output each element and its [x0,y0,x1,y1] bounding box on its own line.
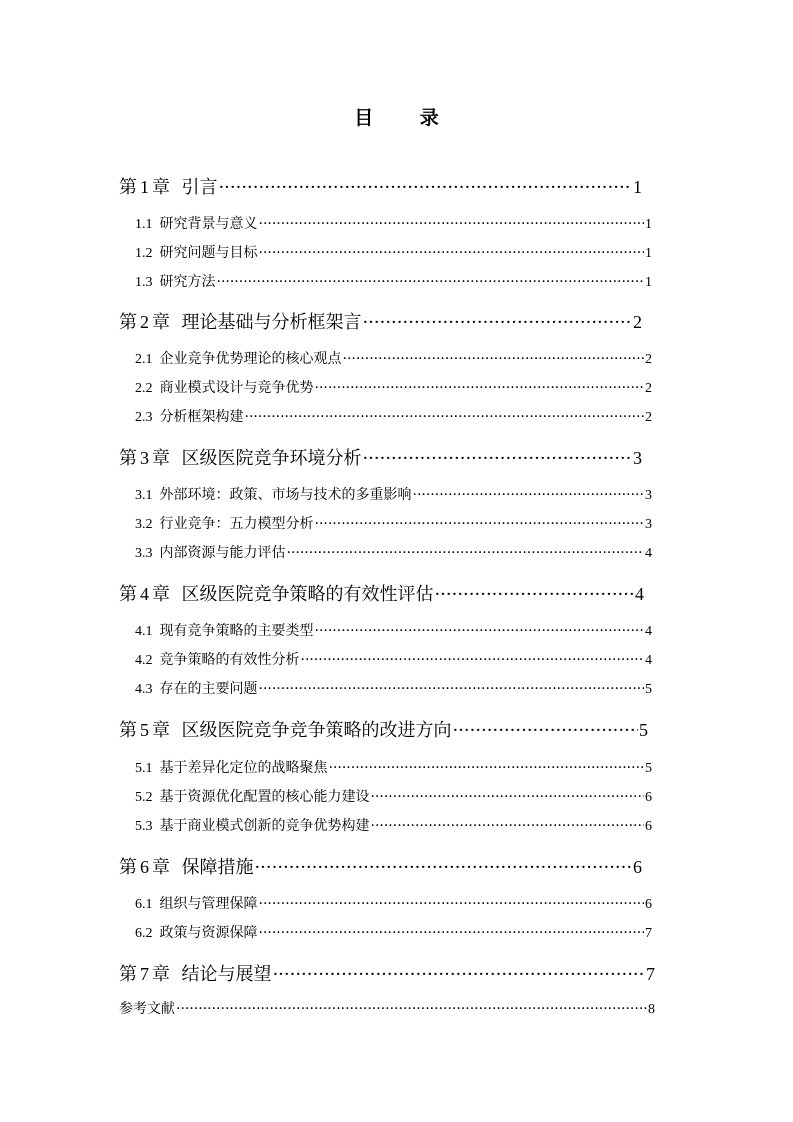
chapter-label: 第 3 章 区级医院竞争环境分析 [119,448,362,469]
page-number: 7 [646,964,655,984]
page-number: 4 [635,584,644,604]
page-number: 3 [633,448,642,468]
toc-chapter-6[interactable] [119,853,642,879]
page-number: 8 [648,1002,655,1017]
dot-leader [452,720,638,741]
toc-section-6-1[interactable]: 6.1 组织与管理保障 ····· 6 [135,893,652,913]
toc-section-1-1[interactable]: 1.1 研究背景与意义 ····· 1 [135,213,652,233]
toc-section-2-3[interactable]: 2.3 分析框架构建 ····· 2 [135,406,652,426]
dot-leader [272,964,645,985]
dot-leader [254,857,632,878]
page-number: 2 [645,381,652,396]
dot-leader [217,274,645,290]
page-number: 1 [645,246,652,261]
toc-chapter-3[interactable] [119,444,642,470]
dot-leader [315,380,645,396]
dot-leader [413,487,645,503]
page-number: 5 [645,682,652,697]
dot-leader [259,896,645,912]
toc-references[interactable]: 参考文献 ····· 8 [119,998,655,1018]
page-number: 5 [639,720,648,740]
toc-section-2-1[interactable]: 2.1 企业竞争优势理论的核心观点 ····· 2 [135,348,652,368]
page-number: 3 [645,517,652,532]
dot-leader [218,177,632,198]
dot-leader [362,448,632,469]
toc-section-3-1[interactable]: 3.1 外部环境：政策、市场与技术的多重影响 ····· 3 [135,484,652,504]
toc-section-3-3[interactable]: 3.3 内部资源与能力评估 ····· 4 [135,542,652,562]
page-number: 1 [645,275,652,290]
toc-section-3-2[interactable]: 3.2 行业竞争：五力模型分析 ····· 3 [135,513,652,533]
chapter-label: 第 6 章 保障措施 [119,857,254,878]
toc-section-4-3[interactable]: 4.3 存在的主要问题 ····· 5 [135,678,652,698]
page-number: 2 [633,312,642,332]
chapter-label: 第 1 章 引言 [119,177,218,198]
page-number: 6 [645,790,652,805]
chapter-label: 第 5 章 区级医院竞争竞争策略的改进方向 [119,720,452,741]
dot-leader [259,925,645,941]
page-number: 6 [645,819,652,834]
dot-leader [371,818,645,834]
toc-section-4-2[interactable]: 4.2 竞争策略的有效性分析 ····· 4 [135,649,652,669]
dot-leader [176,1001,647,1017]
dot-leader [362,312,632,333]
dot-leader [315,623,645,639]
toc-section-1-2[interactable]: 1.2 研究问题与目标 ····· 1 [135,242,652,262]
toc-section-5-3[interactable]: 5.3 基于商业模式创新的竞争优势构建 ····· 6 [135,815,652,835]
page-number: 6 [633,857,642,877]
toc-section-5-1[interactable]: 5.1 基于差异化定位的战略聚焦 ····· 5 [135,757,652,777]
page-number: 3 [645,488,652,503]
dot-leader [301,652,645,668]
toc-section-4-1[interactable]: 4.1 现有竞争策略的主要类型 ····· 4 [135,620,652,640]
toc-section-2-2[interactable]: 2.2 商业模式设计与竞争优势 ····· 2 [135,377,652,397]
page-number: 6 [645,897,652,912]
page-number: 4 [645,653,652,668]
page-number: 4 [645,624,652,639]
dot-leader [259,245,645,261]
toc-chapter-1[interactable] [119,173,642,199]
page-number: 2 [645,352,652,367]
page-number: 5 [645,761,652,776]
dot-leader [287,545,645,561]
toc-chapter-4[interactable] [119,580,644,606]
dot-leader [259,216,645,232]
page-number: 2 [645,410,652,425]
chapter-label: 第 7 章 结论与展望 [119,964,272,985]
dot-leader [245,409,645,425]
dot-leader [315,516,645,532]
toc-chapter-5[interactable] [119,716,648,742]
chapter-label: 第 4 章 区级医院竞争策略的有效性评估 [119,584,434,605]
toc-section-6-2[interactable]: 6.2 政策与资源保障 ····· 7 [135,922,652,942]
dot-leader [434,584,634,605]
dot-leader [371,789,645,805]
page-number: 4 [645,546,652,561]
toc-chapter-2[interactable] [119,308,642,334]
dot-leader [259,681,645,697]
page-number: 7 [645,926,652,941]
chapter-label: 第 2 章 理论基础与分析框架言 [119,312,362,333]
dot-leader [329,760,645,776]
page-number: 1 [633,177,642,197]
dot-leader [343,351,645,367]
toc-chapter-7[interactable] [119,960,655,986]
toc-section-5-2[interactable]: 5.2 基于资源优化配置的核心能力建设 ····· 6 [135,786,652,806]
toc-title: 目 录 [354,107,459,129]
page-number: 1 [645,217,652,232]
toc-section-1-3[interactable]: 1.3 研究方法 ····· 1 [135,271,652,291]
